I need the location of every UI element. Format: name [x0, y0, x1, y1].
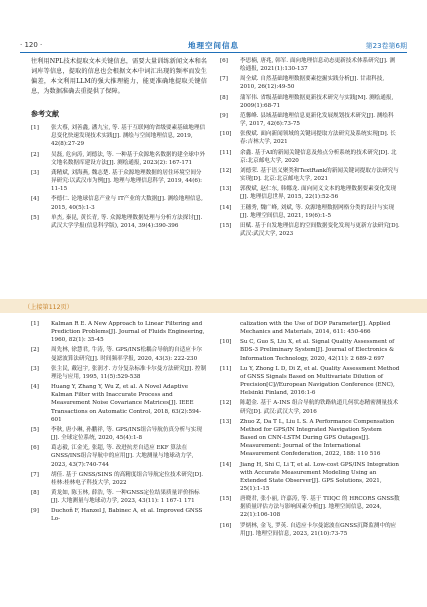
reference-item: [220, 57, 400, 73]
reference-text: 李思楠, 唐兆, 韩军. 面向地理信息动态更新技术体系研究[J]. 测绘通报, 2021(1):130-137: [240, 58, 396, 73]
reference-item: [220, 522, 400, 538]
reference-text: 唐晓君, 张小丽, 许嘉涛, 等. 基于 TIIQC 的 HRCORS GNSS数据质量评估方法与影响因素分析[J]. 地理空间信息, 2024, 22(1):106-108: [240, 496, 400, 519]
reference-text: Duchoň F, Hanzel J, Babinec A, et al. Improved GNSS Lo-: [51, 508, 203, 523]
reference-list: [220, 338, 400, 538]
reference-item: [220, 75, 400, 91]
reference-text: 张主民, 戴冠宇, 张润才. 方分复杂标准卡尔曼方法研究[J]. 控制理论与应用, 1995, 11(5):529-538: [51, 365, 207, 380]
reference-item: [220, 112, 400, 128]
lower-left-column: [31, 320, 207, 526]
reference-text: 吴磊, 危向涛, 刘德法, 等. 一种基于众源地名数据的建全球中外文地名数据库建设方法[J]. 测绘通报, 2023(2): 167-171: [51, 151, 206, 166]
reference-item: [31, 426, 207, 442]
reference-number: [1]: [31, 125, 39, 132]
reference-number: [11]: [220, 149, 232, 156]
reference-text: 周先林, 徐慧君, 牛涛, 等. GPS/INS松耦合导航的自适应卡尔曼滤波算法研究[J]. 时间频率学报, 2020, 43(3): 222-230: [51, 347, 202, 362]
reference-number: [15]: [220, 222, 232, 229]
reference-text: 余鑫. 基于AI的新闻关键信息及热点分析系统的技术研究[D]. 北京:北京邮电大学, 2020: [240, 149, 397, 164]
volume-issue: 第23卷第6期: [365, 42, 407, 50]
reference-text: 葛志毅, 江金光, 张超, 等. 改进抗差自适应 EKF 算法在GNSS/INS组合导航中的应用[J]. 大地测量与地球动力学, 2023, 43(7):740-744: [51, 445, 194, 468]
reference-item: [31, 489, 207, 505]
reference-item: [31, 124, 207, 148]
reference-item: [220, 461, 400, 494]
reference-number: [10]: [220, 131, 232, 138]
reference-text: Lu Y, Zhong L D, Di Z, et al. Quality Assessment Method of GNSS Signals Based on Multivariate Dilution of Precision[C]//European Navigation Conference (ENC), Helsinki Finland, 2016:1-6: [240, 365, 400, 397]
reference-text: 黄龙如, 陈玉林, 薛浩, 等. 一种GNSS定位结果质量评价指标[J]. 大地测量与地球动力学, 2023, 43(11): 1 167-1 171: [51, 489, 200, 505]
reference-text: Huang Y, Zhang Y, Wu Z, et al. A Novel Adaptive Kalman Filter with Inaccurate Process and Measurement Noise Covariance Matrices[J]. IEEE Transactions on Automatic Control, 2018, 63(2):594-601: [51, 384, 202, 423]
reference-number: [14]: [220, 204, 232, 211]
reference-number: [15]: [220, 496, 232, 503]
reference-text: 李德仁. 论地球信息产业与 IT产业的大数据[J]. 测绘地理信息, 2015, 40(5):1-3: [51, 196, 203, 211]
reference-item: [220, 204, 400, 220]
header-rule: [20, 52, 407, 53]
reference-text: 单杰, 秦昆, 黄长青, 等. 众源地理数据处理与分析方法探讨[J]. 武汉大学学报(信息科学版), 2014, 39(4):390-396: [51, 214, 203, 229]
reference-number: [3]: [31, 169, 39, 176]
reference-item: [31, 365, 207, 381]
reference-item: [31, 320, 207, 344]
reference-text: 王穗秀, 魏广峰, 刘斌, 等. 众源地理数据网格分类的设计与实现[J]. 地理空间信息, 2021, 19(6):1-5: [240, 204, 395, 219]
reference-text: 田赋. 基于自发地理信息的空间数据变化发现与更新方法研究[D]. 武汉:武汉大学, 2023: [240, 222, 400, 237]
reference-item: [31, 383, 207, 424]
reference-item: [31, 214, 207, 230]
reference-text: 蒲军伟. 省级基础地理数据更新技术研究与实践[M]. 测绘通报, 2009(1):68-71: [240, 94, 394, 109]
reference-item: [220, 365, 400, 398]
continuation-label: （上接第112页）: [24, 304, 73, 311]
reference-item: [220, 495, 400, 519]
reference-number: [3]: [31, 365, 39, 372]
reference-number: [1]: [31, 321, 39, 327]
reference-number: [13]: [220, 418, 232, 425]
reference-item: [220, 94, 400, 110]
reference-item: [220, 338, 400, 362]
reference-text: 李秋, 唐小琳, 孙鹏祥, 等. GPS/INS组合导航仿真分析与实现[J]. 全球定位系统, 2020, 45(4):1-8: [51, 426, 202, 442]
journal-name: 地理空间信息: [188, 41, 239, 50]
reference-number: [9]: [31, 508, 39, 515]
page-number: · 120 ·: [20, 41, 43, 49]
reference-number: [12]: [220, 167, 232, 174]
reference-text: 周全斌. 自然基础地理数据要素挖掘实践分析[J]. 甘肃科技, 2010, 26(12):49-50: [240, 76, 385, 91]
reference-text: 张俊斌. 面向新闻领域的关键词提取方法研究及系统实现[D]. 长春:吉林大学, 2021: [240, 131, 396, 146]
reference-number: [2]: [31, 347, 39, 354]
reference-item: [31, 471, 207, 487]
reference-number: [10]: [220, 339, 232, 346]
reference-number: [8]: [220, 94, 228, 101]
reference-item: [31, 169, 207, 193]
reference-number: [7]: [31, 471, 39, 478]
reference-item: [220, 149, 400, 165]
reference-number: [6]: [220, 58, 228, 64]
reference-list: [220, 57, 400, 238]
reference-text: 陈超金. 基于 A-INS 组合导航的铁路轨道几何状态精密测量技术研究[D]. 武汉:武汉大学, 2016: [240, 400, 399, 415]
reference-number: [5]: [31, 426, 39, 433]
reference-number: [2]: [31, 151, 39, 158]
reference-item: [220, 418, 400, 459]
reference-text: 罗炳林, 金飞, 罗英. 自适应卡尔曼滤波在GNSS沉降监测中的应用[J]. 地理空间信息, 2023, 21(10):73-75: [240, 522, 397, 537]
reference-number: [4]: [31, 384, 39, 391]
reference-item: [31, 151, 207, 167]
reference-number: [13]: [220, 186, 232, 193]
continuation-banner: [0, 299, 427, 313]
reference-text: 郭俊斌, 赵仁东, 韩娜龙. 面向同义文本的地理数据要素变化发现[J]. 地理信息世界, 2015, 22(1):52-56: [240, 186, 397, 201]
reference-item: [31, 195, 207, 211]
upper-right-column: [220, 57, 400, 240]
reference-item: [31, 346, 207, 362]
reference-list: [31, 320, 207, 524]
reference-item: [220, 167, 400, 183]
reference-list: [31, 124, 207, 230]
reference-text: 范馨峰. 县域基础地理信息更新化发展规划技术研究[J]. 测绘科学, 2017, 42(6):73-75: [240, 112, 394, 128]
reference-item: [31, 507, 207, 523]
reference-number: [7]: [220, 76, 228, 83]
reference-text: 龚精斌, 刘海燕, 魏志楚. 基于众源地理数据的居住环境空间分异研究:以武汉市为例[J]. 地理与地理信息科学, 2019, 44(6): 11-15: [51, 169, 203, 193]
reference-number: [8]: [31, 489, 39, 496]
reference-number: [12]: [220, 400, 232, 407]
reference-item: [31, 444, 207, 468]
reference-text: 刘德荣. 基于语义聚类和TextRank的新闻关键词提取方法研究与实现[D]. 北京:北京邮电大学, 2021: [240, 167, 399, 183]
reference-text: Jiang H, Shi C, Li T, et al. Low-cost GPS/INS Integration with Accurate Measurement Modeling Using an Extended State Observer[J]. GPS Solutions, 2021, 25(1):1-15: [240, 461, 399, 492]
reference-item: [220, 185, 400, 201]
reference-number: [16]: [220, 522, 232, 529]
reference-text: Su C, Guo S, Liu X, et al. Signal Quality Assessment of BDS-3 Preliminary System[J]. Journal of Electronics & Information Technology, 2020, 42(11): 2 689-2 697: [240, 339, 395, 362]
reference-number: [9]: [220, 112, 228, 119]
reference-number: [11]: [220, 365, 232, 372]
reference-item: [220, 399, 400, 415]
reference-number: [14]: [220, 461, 232, 468]
reference-number: [4]: [31, 196, 39, 203]
reference-text: Kalman R E. A New Approach to Linear Filtering and Prediction Problems[J]. Journal of Fluids Engineering, 1960, 82(1): 35-45: [51, 321, 205, 344]
upper-left-column: [31, 57, 207, 232]
reference-continuation: calization with the Use of DOP Parameter[J]. Applied Mechanics and Materials, 2014, 611: 450-466: [240, 321, 391, 336]
reference-text: Zhuo Z, Da T L, Liu L S. A Performance Compensation Method for GPS/IN Integrated Navigation System Based on CNN-LSTM During GPS Outages[J]. Measurement: Journal of the International Measurement Confederation, 2022, 188: 110 516: [240, 418, 395, 458]
intro-paragraph: 往利用NPL技术提取文本关键信息，需要大量训练新闻文本和名词库等信息，提取的信息也会根据文本中词汇出现的频率而发生偏差，本文利用LLM的强大推理能力，能更准确地提取关键信息，为数据准确去重提供了保障。: [31, 58, 207, 95]
page-header: [0, 0, 427, 50]
reference-item: [220, 222, 400, 238]
references-heading: 参考文献: [31, 110, 59, 118]
reference-number: [6]: [31, 445, 39, 452]
reference-text: 胡佳. 基于 GNSS/SINS 的高精度组合导航定位技术研究[D]. 桂林:桂林电子科技大学, 2022: [51, 471, 204, 486]
lower-right-column: [220, 320, 400, 540]
reference-number: [5]: [31, 214, 39, 221]
reference-item: [220, 130, 400, 146]
reference-text: 张大蔡, 刘善鑫, 潘九宝, 等. 基于互联网的省级要素基础地理信息变化快速发现技术实践[J]. 测绘与空间地理信息, 2019, 42(8):27-29: [51, 125, 206, 148]
